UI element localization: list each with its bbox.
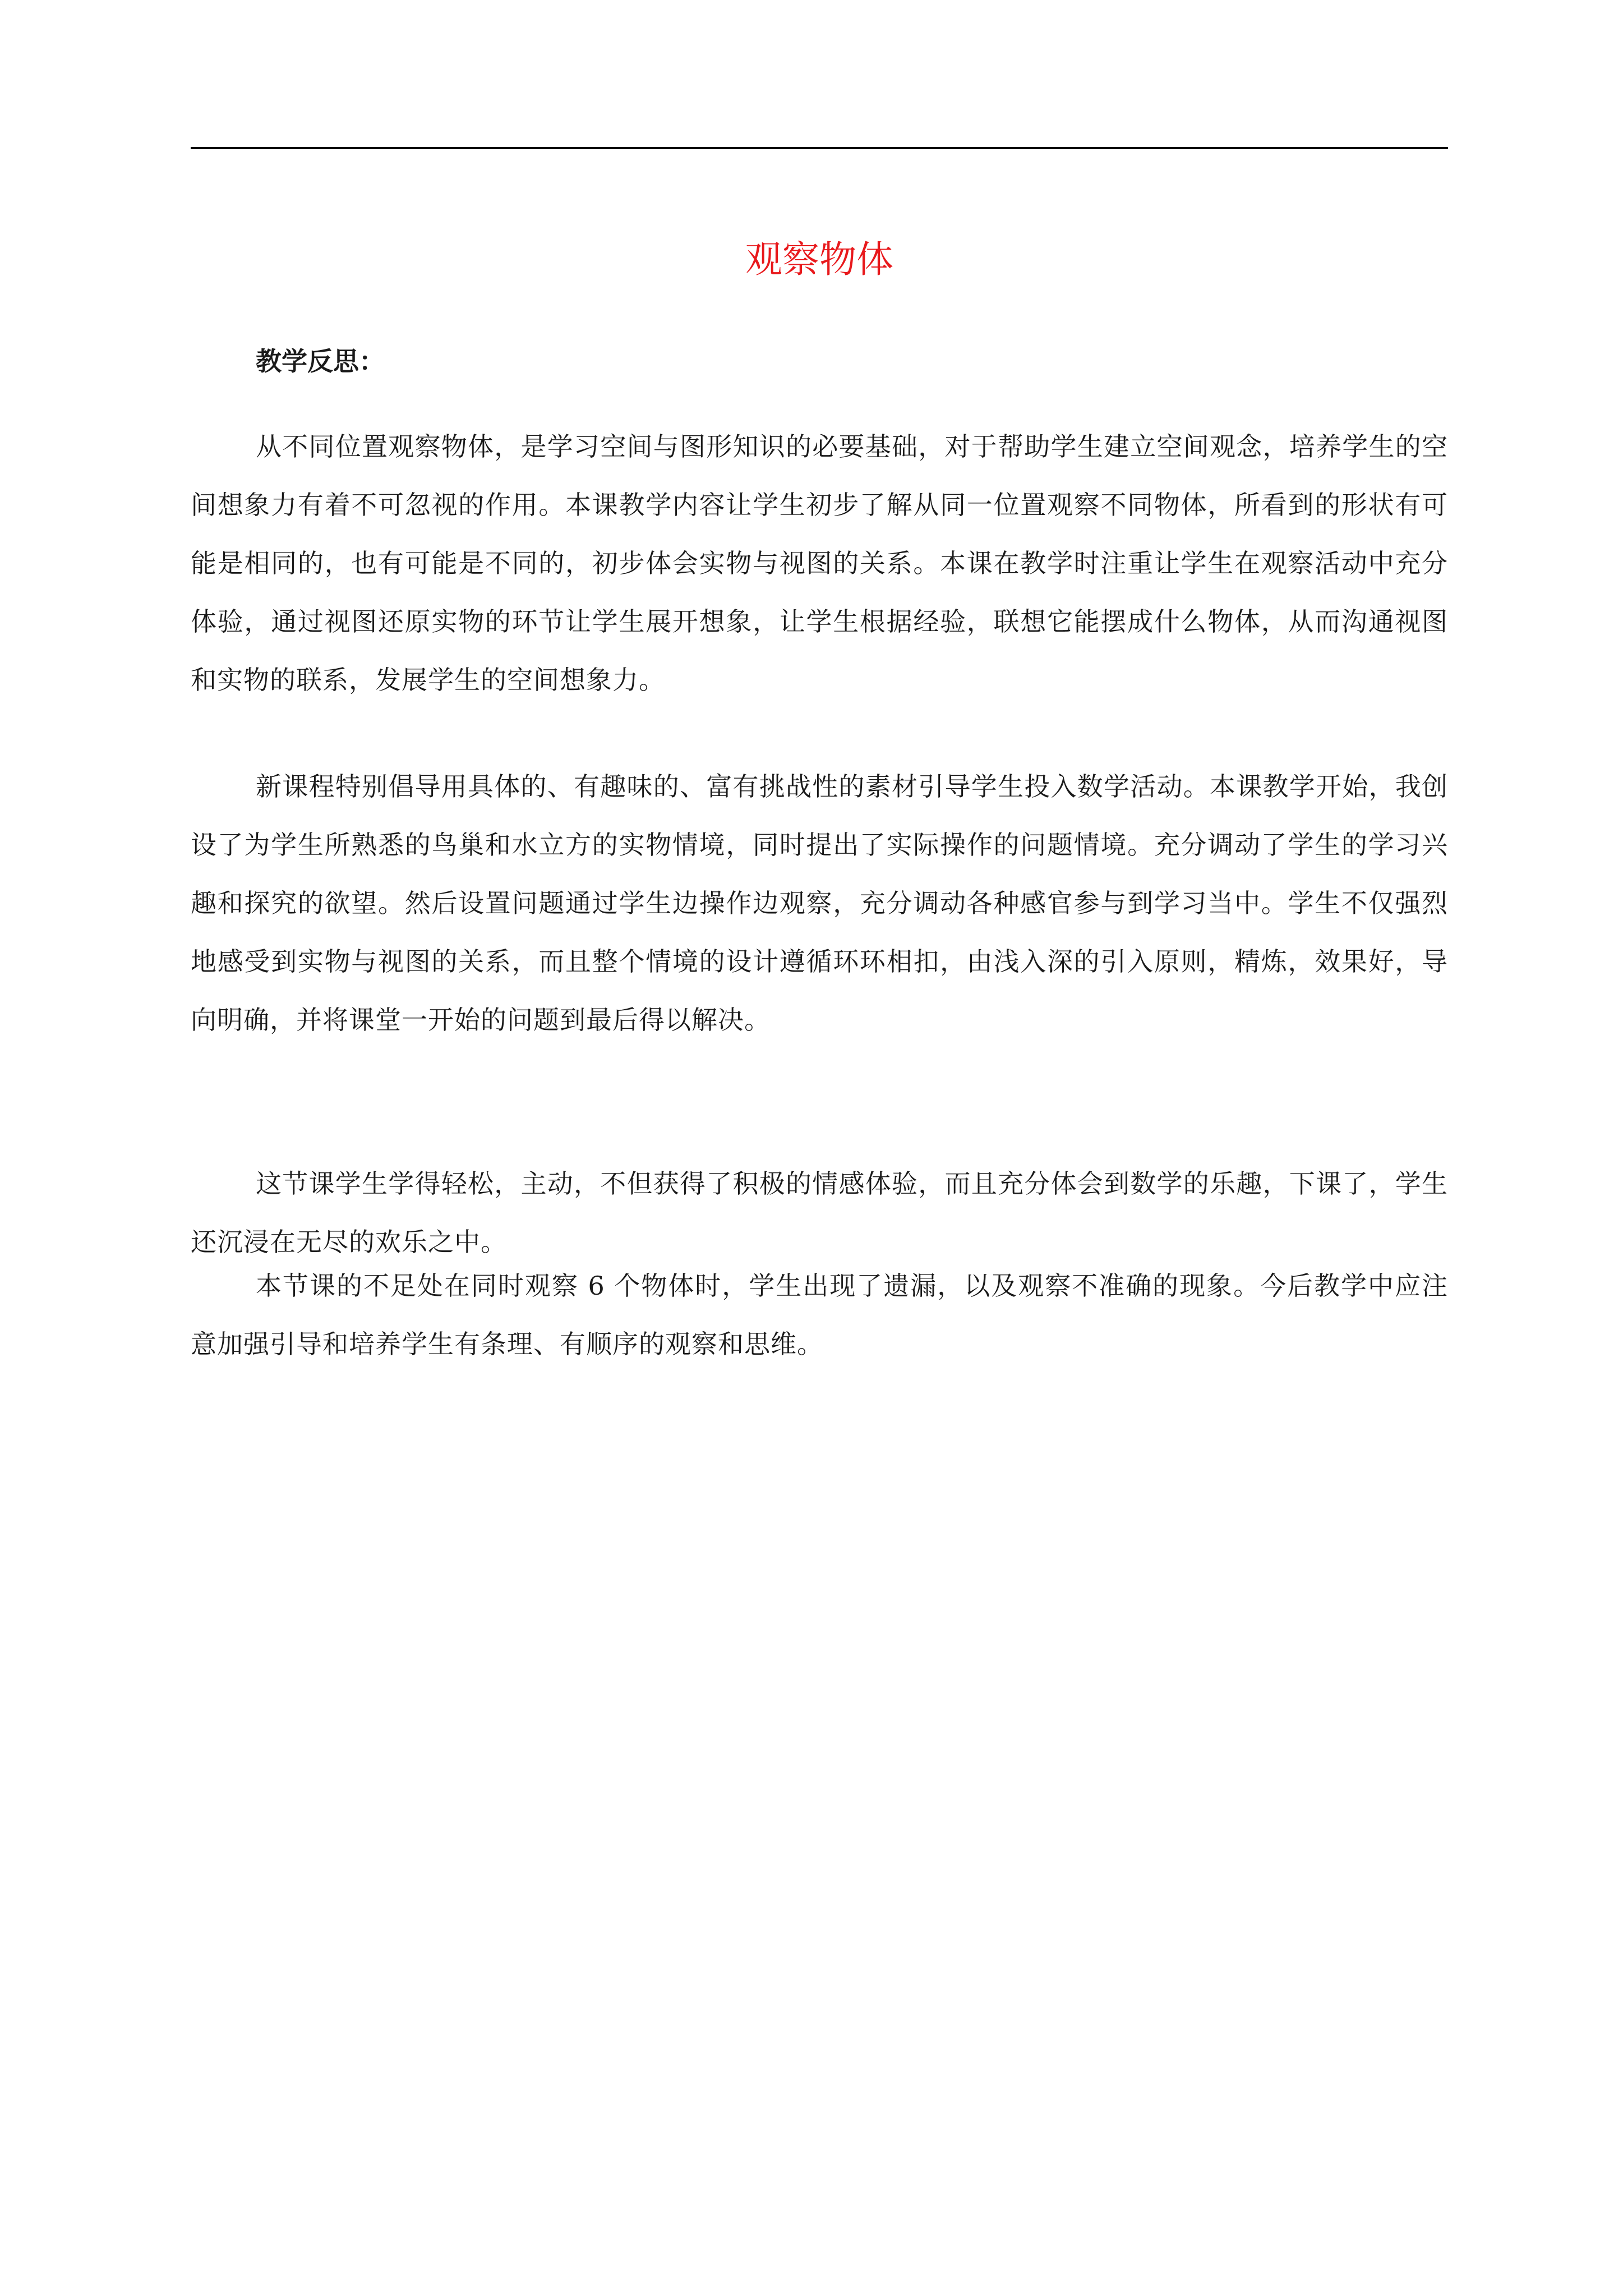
body-paragraph: 新课程特别倡导用具体的、有趣味的、富有挑战性的素材引导学生投入数学活动。本课教学开始，我创设了为学生所熟悉的鸟巢和水立方的实物情境，同时提出了实际操作的问题情境。充分调动了学生的学习兴趣和探究的欲望。然后设置问题通过学生边操作边观察，充分调动各种感官参与到学习当中。学生不仅强烈地感受到实物与视图的关系，而且整个情境的设计遵循环环相扣，由浅入深的引入原则，精炼，效果好，导向明确，并将课堂一开始的问题到最后得以解决。: [191, 771, 1448, 1035]
header-rule: [191, 147, 1448, 149]
document-title: 观察物体: [745, 238, 893, 281]
section-heading: 教学反思：: [256, 346, 385, 376]
body-paragraph: 从不同位置观察物体，是学习空间与图形知识的必要基础，对于帮助学生建立空间观念，培养学生的空间想象力有着不可忽视的作用。本课教学内容让学生初步了解从同一位置观察不同物体，所看到的形状有可能是相同的，也有可能是不同的，初步体会实物与视图的关系。本课在教学时注重让学生在观察活动中充分体验，通过视图还原实物的环节让学生展开想象，让学生根据经验，联想它能摆成什么物体，从而沟通视图和实物的联系，发展学生的空间想象力。: [191, 431, 1448, 695]
body-paragraph: 本节课的不足处在同时观察 6 个物体时，学生出现了遗漏，以及观察不准确的现象。今后教学中应注意加强引导和培养学生有条理、有顺序的观察和思维。: [191, 1271, 1448, 1359]
body-paragraph: 这节课学生学得轻松，主动，不但获得了积极的情感体验，而且充分体会到数学的乐趣，下课了，学生还沉浸在无尽的欢乐之中。: [191, 1168, 1448, 1257]
